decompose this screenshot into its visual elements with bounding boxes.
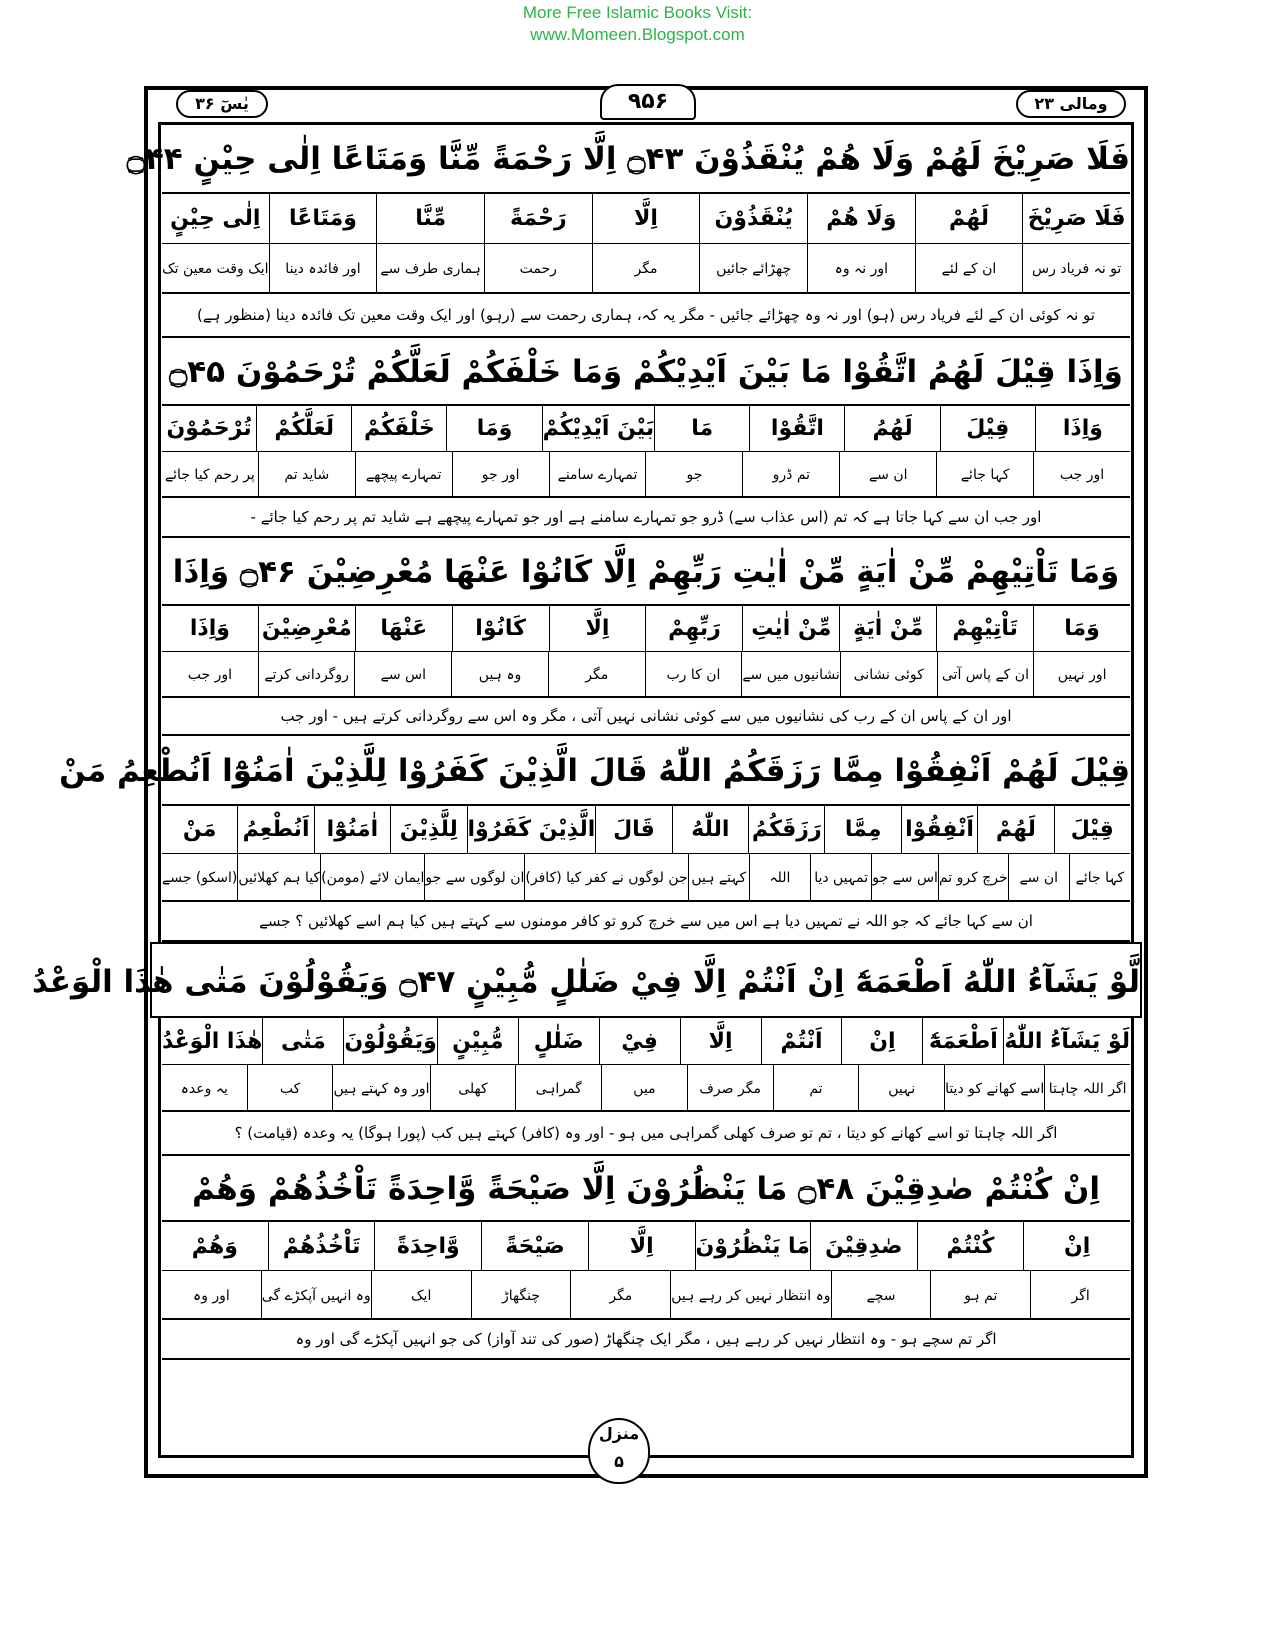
- urdu-meaning: تمہارے پیچھے: [355, 452, 452, 498]
- urdu-meaning: اسے کھانے کو دیتا: [944, 1065, 1044, 1112]
- urdu-meaning: تمہارے سامنے: [549, 452, 646, 498]
- arabic-word: بَيْنَ اَيْدِيْكُمْ: [542, 406, 655, 451]
- arabic-word: مَا يَنْظُرُوْنَ: [695, 1222, 810, 1270]
- ayah-line: قِيْلَ لَهُمْ اَنْفِقُوْا مِمَّا رَزَقَكُمُ اللّٰهُ قَالَ الَّذِيْنَ كَفَرُوْا لِلَّذِيْنَ اٰمَنُوْٓا اَنُطْعِمُ مَنْ: [162, 736, 1130, 806]
- arabic-word: وَمَا: [1033, 606, 1130, 651]
- urdu-meaning: ان لوگوں سے جو: [424, 854, 524, 902]
- arabic-word-row: [162, 1222, 1130, 1271]
- urdu-translation: اگر تم سچے ہو - وہ انتظار نہیں کر رہے ہیں ، مگر ایک چنگھاڑ (صور کی تند آواز) کی جو انہیں آپکڑے گی اور وہ: [162, 1320, 1130, 1360]
- arabic-word: قِيْلَ: [1054, 806, 1130, 853]
- urdu-meaning: مگر: [592, 244, 700, 294]
- urdu-meaning: وہ انہیں آپکڑے گی: [261, 1271, 371, 1320]
- word-grid: [162, 1222, 1130, 1320]
- arabic-word: تَاْخُذُهُمْ: [268, 1222, 375, 1270]
- urdu-meaning: وہ ہیں: [451, 652, 548, 698]
- arabic-word: لَهُمْ: [977, 806, 1053, 853]
- arabic-word: فَلَا صَرِيْخَ: [1022, 194, 1130, 243]
- arabic-word: اِلَّا: [592, 194, 700, 243]
- urdu-translation: اور ان کے پاس ان کے رب کی نشانیوں میں سے کوئی نشانی نہیں آتی ، مگر وہ اس سے روگردانی کرتے ہیں - اور جب: [162, 698, 1130, 736]
- manzil-number: ۵: [614, 1452, 624, 1471]
- urdu-meaning: روگردانی کرتے: [258, 652, 355, 698]
- urdu-meaning: میں: [601, 1065, 687, 1112]
- arabic-word: تَاْتِيْهِمْ: [936, 606, 1033, 651]
- promo-link[interactable]: www.Momeen.Blogspot.com: [530, 25, 745, 44]
- word-grid: [162, 1018, 1130, 1112]
- arabic-word: يُنْقَذُوْنَ: [699, 194, 807, 243]
- urdu-meaning: تمہیں دیا: [810, 854, 871, 902]
- urdu-meaning: کہا جائے: [1069, 854, 1130, 902]
- arabic-word: وَاِذَا: [189, 616, 230, 641]
- ayah-line: وَاِذَا قِيْلَ لَهُمُ اتَّقُوْا مَا بَيْنَ اَيْدِيْكُمْ وَمَا خَلْفَكُمْ لَعَلَّكُمْ تُرْحَمُوْنَ ۝۴۵: [162, 338, 1130, 406]
- urdu-meaning: اور جو: [452, 452, 549, 498]
- urdu-meaning: مگر: [548, 652, 645, 698]
- arabic-word: وَّاحِدَةً: [374, 1222, 481, 1270]
- urdu-meaning: خرچ کرو تم: [938, 854, 1008, 902]
- arabic-word: وَلَا هُمْ: [807, 194, 915, 243]
- arabic-word: مَا: [654, 406, 749, 451]
- urdu-meaning: ایک: [371, 1271, 471, 1320]
- ayah-line: فَلَا صَرِيْخَ لَهُمْ وَلَا هُمْ يُنْقَذُوْنَ ۝۴۳ اِلَّا رَحْمَةً مِّنَّا وَمَتَاعًا اِلٰى حِيْنٍ ۝۴۴: [162, 124, 1130, 194]
- arabic-word: اللّٰهُ: [672, 806, 748, 853]
- surah-badge: یٰسٓ ۳۶: [176, 90, 268, 118]
- arabic-word: هٰذَا الْوَعْدُ: [161, 1028, 263, 1054]
- arabic-word: مِّنَّا: [376, 194, 484, 243]
- urdu-meaning: اور جب: [187, 667, 233, 683]
- arabic-word: رَزَقَكُمُ: [748, 806, 824, 853]
- urdu-meaning: اس سے جو: [871, 854, 938, 902]
- urdu-translation: ان سے کہا جائے کہ جو اللہ نے تمہیں دیا ہے اس میں سے خرچ کرو تو کافر مومنوں سے کہتے ہیں کیا ہم اسے کھلائیں ؟ جسے: [162, 902, 1130, 942]
- urdu-meaning: سچے: [831, 1271, 931, 1320]
- urdu-meaning: جن لوگوں نے کفر کیا (کافر): [524, 854, 687, 902]
- word-grid: [162, 194, 1130, 294]
- urdu-meaning: اس سے: [354, 652, 451, 698]
- urdu-meaning: اگر: [1030, 1271, 1130, 1320]
- arabic-word: اِنْ: [1023, 1222, 1130, 1270]
- urdu-meaning: کہتے ہیں: [688, 854, 749, 902]
- urdu-meaning: جو: [645, 452, 742, 498]
- urdu-meaning: ایک وقت معین تک: [162, 261, 269, 277]
- arabic-word-row: [162, 406, 1130, 452]
- arabic-word-row: [162, 606, 1130, 652]
- arabic-word: اِلَّا: [680, 1018, 761, 1064]
- urdu-meaning-row: [162, 1065, 1130, 1112]
- urdu-meaning: نشانیوں میں سے: [741, 652, 840, 698]
- arabic-word: اِلَّا: [549, 606, 646, 651]
- arabic-word: اِنْ: [841, 1018, 922, 1064]
- arabic-word: اِلَّا: [588, 1222, 695, 1270]
- arabic-word-row: [162, 1018, 1130, 1065]
- urdu-meaning: تم ڈرو: [742, 452, 839, 498]
- arabic-word-row: [162, 806, 1130, 854]
- arabic-word: قَالَ: [595, 806, 671, 853]
- urdu-meaning: یہ وعدہ: [180, 1080, 228, 1097]
- urdu-meaning: اگر اللہ چاہتا: [1044, 1065, 1130, 1112]
- urdu-meaning: اور فائدہ دینا: [269, 244, 377, 294]
- arabic-word: وَيَقُوْلُوْنَ: [343, 1018, 436, 1064]
- urdu-meaning: کہا جائے: [936, 452, 1033, 498]
- arabic-word: اَطْعَمَهٗٓ: [922, 1018, 1003, 1064]
- urdu-meaning-row: [162, 244, 1130, 294]
- urdu-meaning: ان سے: [1008, 854, 1069, 902]
- urdu-meaning: ان کا رب: [645, 652, 742, 698]
- urdu-meaning: کیا ہم کھلائیں: [237, 854, 320, 902]
- urdu-meaning: اور نہ وہ: [807, 244, 915, 294]
- arabic-word: لَهُمْ: [915, 194, 1023, 243]
- arabic-word: كَانُوْا: [452, 606, 549, 651]
- promo-line-1: More Free Islamic Books Visit:: [522, 3, 753, 22]
- ayah-line: لَّوْ يَشَآءُ اللّٰهُ اَطْعَمَهٗٓ اِنْ اَنْتُمْ اِلَّا فِيْ ضَلٰلٍ مُّبِيْنٍ ۝۴۷ وَيَقُوْلُوْنَ مَتٰى هٰذَا الْوَعْدُ: [150, 942, 1142, 1018]
- arabic-word: ضَلٰلٍ: [518, 1018, 599, 1064]
- arabic-word: لِلَّذِيْنَ: [390, 806, 466, 853]
- urdu-meaning: اور نہیں: [1033, 652, 1130, 698]
- arabic-word: وَمَا: [446, 406, 541, 451]
- urdu-meaning: اللہ: [749, 854, 810, 902]
- urdu-meaning: پر رحم کیا جائے: [164, 467, 255, 483]
- urdu-meaning: شاید تم: [258, 452, 355, 498]
- urdu-meaning: ان کے پاس آتی: [937, 652, 1034, 698]
- arabic-word: اَنْتُمْ: [761, 1018, 842, 1064]
- word-grid: [162, 606, 1130, 698]
- manzil-badge: [588, 1418, 650, 1484]
- arabic-word: لَهُمُ: [844, 406, 939, 451]
- urdu-meaning: چنگھاڑ: [471, 1271, 571, 1320]
- urdu-meaning-row: [162, 452, 1130, 498]
- urdu-meaning: مگر: [570, 1271, 670, 1320]
- arabic-word: مُعْرِضِيْنَ: [258, 606, 355, 651]
- promo-header: [0, 2, 1275, 46]
- arabic-word: اَنْفِقُوْا: [901, 806, 977, 853]
- urdu-translation: اور جب ان سے کہا جاتا ہے کہ تم (اس عذاب سے) ڈرو جو تمہارے سامنے ہے اور جو تمہارے پیچھے ہے شاید تم پر رحم کیا جائے -: [162, 498, 1130, 538]
- urdu-meaning: (اسکو) جسے: [162, 870, 238, 886]
- urdu-meaning-row: [162, 1271, 1130, 1320]
- arabic-word: خَلْفَكُمْ: [351, 406, 446, 451]
- arabic-word: تُرْحَمُوْنَ: [166, 416, 252, 441]
- urdu-meaning: اور جب: [1033, 452, 1130, 498]
- urdu-meaning: چھڑائے جائیں: [699, 244, 807, 294]
- arabic-word: صٰدِقِيْنَ: [810, 1222, 917, 1270]
- urdu-meaning: کھلی: [430, 1065, 516, 1112]
- arabic-word: لَوْ يَشَآءُ اللّٰهُ: [1003, 1018, 1130, 1064]
- urdu-meaning: کوئی نشانی: [840, 652, 937, 698]
- urdu-meaning: اور وہ کہتے ہیں: [332, 1065, 429, 1112]
- arabic-word: اِلٰى حِيْنٍ: [170, 206, 261, 231]
- urdu-meaning: کب: [247, 1065, 333, 1112]
- arabic-word: فِيْ: [599, 1018, 680, 1064]
- arabic-word: اَنُطْعِمُ: [237, 806, 313, 853]
- arabic-word: كُنْتُمْ: [917, 1222, 1024, 1270]
- arabic-word-row: [162, 194, 1130, 244]
- urdu-meaning: تم ہو: [930, 1271, 1030, 1320]
- urdu-meaning: ایمان لائے (مومن): [320, 854, 424, 902]
- arabic-word: لَعَلَّكُمْ: [256, 406, 351, 451]
- arabic-word: وَاِذَا: [1035, 406, 1130, 451]
- arabic-word: عَنْهَا: [355, 606, 452, 651]
- arabic-word: مِّنْ اٰيٰتِ: [742, 606, 839, 651]
- urdu-meaning: ہماری طرف سے: [376, 244, 484, 294]
- arabic-word: مِمَّا: [824, 806, 900, 853]
- arabic-word: مُّبِيْنٍ: [437, 1018, 518, 1064]
- page-number: ۹۵۶: [600, 84, 696, 120]
- arabic-word: قِيْلَ: [940, 406, 1035, 451]
- arabic-word: الَّذِيْنَ كَفَرُوْا: [467, 806, 596, 853]
- arabic-word: اتَّقُوْا: [749, 406, 844, 451]
- urdu-meaning: وہ انتظار نہیں کر رہے ہیں: [670, 1271, 830, 1320]
- arabic-word: مِّنْ اٰيَةٍ: [839, 606, 936, 651]
- arabic-word: رَحْمَةً: [484, 194, 592, 243]
- word-grid: [162, 806, 1130, 902]
- urdu-meaning-row: [162, 854, 1130, 902]
- ayah-line: وَمَا تَاْتِيْهِمْ مِّنْ اٰيَةٍ مِّنْ اٰيٰتِ رَبِّهِمْ اِلَّا كَانُوْا عَنْهَا مُعْرِضِيْنَ ۝۴۶ وَاِذَا: [162, 538, 1130, 606]
- arabic-word: مَنْ: [182, 817, 217, 842]
- arabic-word: مَتٰى: [262, 1018, 343, 1064]
- manzil-label: منزل: [598, 1424, 640, 1443]
- urdu-meaning: رحمت: [484, 244, 592, 294]
- arabic-word: وَمَتَاعًا: [269, 194, 377, 243]
- arabic-word: رَبِّهِمْ: [645, 606, 742, 651]
- arabic-word: صَيْحَةً: [481, 1222, 588, 1270]
- urdu-translation: اگر اللہ چاہتا تو اسے کھانے کو دیتا ، تم تو صرف کھلی گمراہی میں ہو - اور وہ (کافر) کہتے ہیں کب (پورا ہوگا) یہ وعدہ (قیامت) ؟: [162, 1112, 1130, 1156]
- para-badge: ومالی ۲۳: [1016, 90, 1126, 118]
- urdu-meaning: نہیں: [858, 1065, 944, 1112]
- arabic-word: وَهُمْ: [191, 1233, 238, 1259]
- urdu-meaning: ان کے لئے: [915, 244, 1023, 294]
- urdu-meaning: مگر صرف: [687, 1065, 773, 1112]
- ayah-line: اِنْ كُنْتُمْ صٰدِقِيْنَ ۝۴۸ مَا يَنْظُرُوْنَ اِلَّا صَيْحَةً وَّاحِدَةً تَاْخُذُهُمْ وَهُمْ: [162, 1156, 1130, 1222]
- urdu-meaning: تم: [773, 1065, 859, 1112]
- urdu-translation: تو نہ کوئی ان کے لئے فریاد رس (ہو) اور نہ وہ چھڑائے جائیں - مگر یہ کہ، ہماری رحمت سے (رہو) اور ایک وقت معین تک فائدہ دینا (منظور ہے): [162, 294, 1130, 338]
- urdu-meaning: گمراہی: [515, 1065, 601, 1112]
- urdu-meaning: ان سے: [839, 452, 936, 498]
- urdu-meaning: اور وہ: [192, 1287, 230, 1304]
- word-grid: [162, 406, 1130, 498]
- urdu-meaning-row: [162, 652, 1130, 698]
- urdu-meaning: تو نہ فریاد رس: [1022, 244, 1130, 294]
- arabic-word: اٰمَنُوْٓا: [314, 806, 390, 853]
